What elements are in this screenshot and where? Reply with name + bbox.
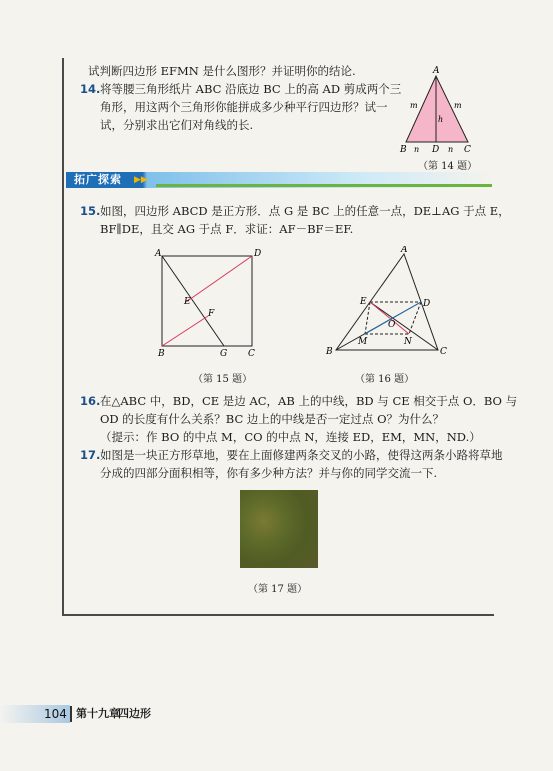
problem-14-line2: 角形，用这两个三角形你能拼成多少种平行四边形？试一 (100, 100, 388, 114)
problem-17-number: 17. (80, 448, 101, 462)
problem-17-line2: 分成的四部分面积相等，你有多少种方法？并与你的同学交流一下. (100, 466, 438, 480)
figure-14-caption: （第 14 题） (418, 161, 478, 172)
problem-15-line2: BF∥DE，且交 AG 于点 F．求证：AF－BF＝EF. (100, 222, 354, 236)
grass-field-image (240, 490, 318, 568)
problem-16-hint: （提示：作 BO 的中点 M，CO 的中点 N，连接 ED，EM，MN，ND.） (100, 430, 481, 444)
figure-17-caption: （第 17 题） (248, 584, 308, 595)
problem-15-line1: 如图，四边形 ABCD 是正方形．点 G 是 BC 上的任意一点，DE⊥AG 于点 E， (100, 204, 510, 218)
problem-13-tail: 试判断四边形 EFMN 是什么图形？并证明你的结论. (88, 64, 356, 78)
fig14-label-h: h (438, 115, 444, 124)
footer-separator (70, 706, 72, 722)
page-number: 104 (44, 707, 67, 721)
fig16-label-O: O (388, 320, 396, 330)
section-arrows-icon: ▶▶ (134, 175, 148, 185)
figure-14-triangle (390, 62, 490, 162)
fig15-label-B: B (158, 349, 165, 359)
fig14-label-C: C (464, 145, 471, 155)
section-title: 拓广探索 (74, 173, 122, 186)
fig14-label-n1: n (414, 145, 420, 154)
section-green-strip (156, 184, 492, 187)
fig15-label-C: C (248, 349, 255, 359)
fig14-label-B: B (400, 145, 407, 155)
problem-15-number: 15. (80, 204, 101, 218)
footer-title: 四边形 (118, 707, 151, 720)
fig16-label-N: N (404, 337, 412, 347)
problem-14-number: 14. (80, 82, 101, 96)
fig16-label-A: A (401, 246, 408, 255)
fig15-label-E: E (184, 297, 191, 307)
problem-16-number: 16. (80, 394, 101, 408)
figure-16-caption: （第 16 题） (355, 374, 415, 385)
fig16-label-D: D (423, 299, 431, 309)
fig15-label-A: A (155, 249, 162, 259)
figure-15-caption: （第 15 题） (193, 374, 253, 385)
fig16-label-M: M (358, 337, 368, 347)
fig15-label-D: D (254, 249, 262, 259)
problem-17-line1: 如图是一块正方形草地，要在上面修建两条交叉的小路，使得这两条小路将草地 (100, 448, 503, 462)
footer-chapter: 第十九章 (76, 707, 120, 720)
fig14-label-D: D (432, 145, 440, 155)
problem-16-line2: OD 的长度有什么关系？BC 边上的中线是否一定过点 O？为什么？ (100, 412, 445, 426)
fig16-label-B: B (326, 347, 333, 357)
fig14-label-n2: n (448, 145, 454, 154)
fig16-label-C: C (440, 347, 447, 357)
figure-15-square (150, 246, 270, 361)
fig14-label-A: A (433, 66, 440, 76)
fig16-label-E: E (360, 297, 367, 307)
figure-16-triangle (322, 246, 452, 361)
fig15-label-G: G (220, 349, 228, 359)
problem-14-line1: 将等腰三角形纸片 ABC 沿底边 BC 上的高 AD 剪成两个三 (100, 82, 402, 96)
problem-14-line3: 试，分别求出它们对角线的长. (100, 118, 254, 132)
problem-16-line1: 在△ABC 中，BD，CE 是边 AC，AB 上的中线，BD 与 CE 相交于点 O．BO 与 (100, 394, 518, 408)
fig15-label-F: F (208, 309, 215, 319)
fig14-label-m1: m (410, 101, 418, 110)
fig14-label-m2: m (454, 101, 462, 110)
